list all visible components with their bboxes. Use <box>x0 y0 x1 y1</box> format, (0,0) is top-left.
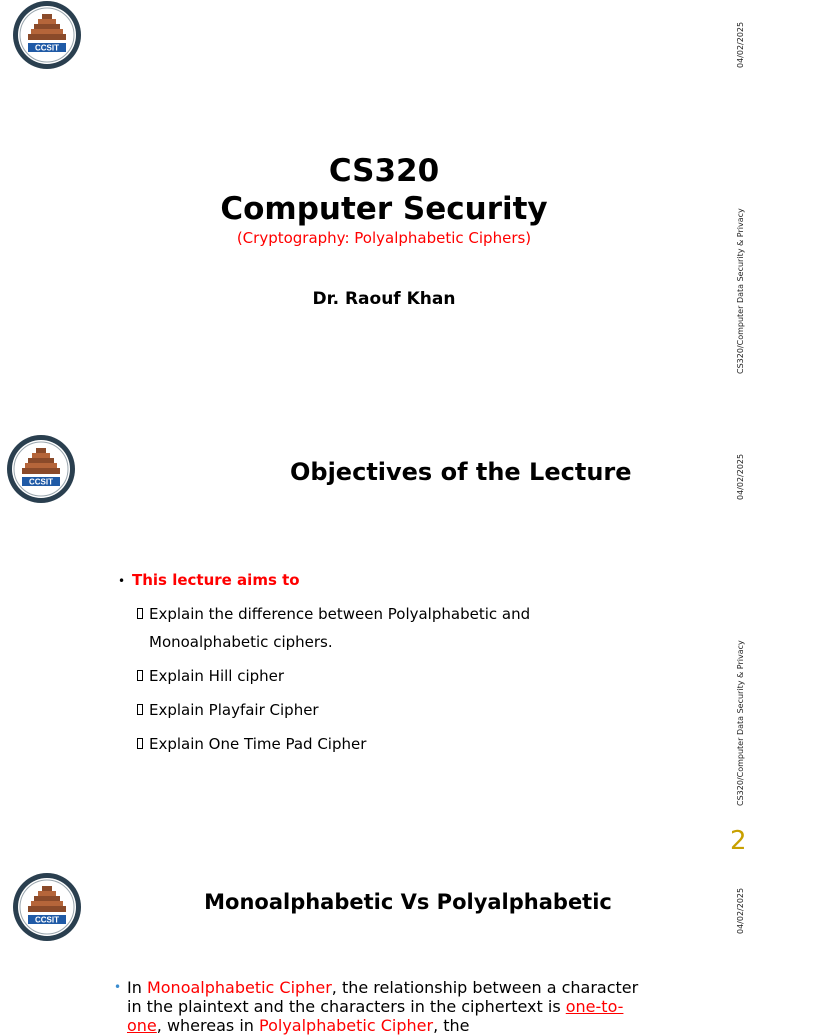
ccsit-logo <box>12 0 82 70</box>
list-item-text: Explain One Time Pad Cipher <box>149 735 367 753</box>
checkbox-bullet-icon <box>137 704 143 715</box>
side-date: 04/02/2025 <box>736 887 745 934</box>
checkbox-bullet-icon <box>137 738 143 749</box>
list-item <box>136 696 576 724</box>
slide-title: Objectives of the Lecture <box>290 458 632 486</box>
slide-3 <box>0 864 768 1035</box>
text-run: , the <box>433 1016 470 1035</box>
term-monoalphabetic: Monoalphabetic Cipher <box>146 978 332 997</box>
logo-text: CCSIT <box>29 477 53 487</box>
text-run: In <box>127 978 147 997</box>
page-number: 2 <box>730 826 747 856</box>
side-date: 04/02/2025 <box>736 453 745 500</box>
checkbox-bullet-icon <box>137 608 143 619</box>
list-item-text: Explain Hill cipher <box>149 667 285 685</box>
course-name: Computer Security <box>220 191 548 227</box>
lead-bullet <box>118 571 300 589</box>
course-code: CS320 <box>328 153 440 189</box>
side-course-label: CS320/Computer Data Security & Privacy <box>736 208 745 374</box>
list-item <box>136 600 576 656</box>
checkbox-bullet-icon <box>137 670 143 681</box>
logo-text: CCSIT <box>35 43 59 53</box>
slide-subtitle: (Cryptography: Polyalphabetic Ciphers) <box>236 229 532 247</box>
slide-title: Monoalphabetic Vs Polyalphabetic <box>204 890 612 914</box>
comparison-paragraph <box>114 978 644 1035</box>
bullet-icon: • <box>118 574 126 588</box>
list-item <box>136 730 576 758</box>
list-item <box>136 662 576 690</box>
text-run: , the relationship between a character in the plaintext and the characters in the ciphertext is <box>127 978 639 1016</box>
bullet-icon: • <box>114 980 122 994</box>
side-date: 04/02/2025 <box>736 21 745 68</box>
ccsit-logo <box>6 434 76 504</box>
lead-text: This lecture aims to <box>132 571 300 589</box>
text-run: , whereas in <box>156 1016 259 1035</box>
slide-1 <box>0 0 768 432</box>
term-one-to-one: one-to-one <box>127 997 624 1035</box>
objectives-list <box>136 600 576 764</box>
side-course-label: CS320/Computer Data Security & Privacy <box>736 640 745 806</box>
paragraph-text <box>114 978 644 1035</box>
logo-text: CCSIT <box>35 915 59 925</box>
slide-title <box>0 152 768 228</box>
term-polyalphabetic: Polyalphabetic Cipher <box>259 1016 434 1035</box>
list-item-text: Explain the difference between Polyalphabetic and Monoalphabetic ciphers. <box>149 605 531 651</box>
author-name: Dr. Raouf Khan <box>312 289 456 309</box>
list-item-text: Explain Playfair Cipher <box>149 701 319 719</box>
slide-2 <box>0 432 768 864</box>
